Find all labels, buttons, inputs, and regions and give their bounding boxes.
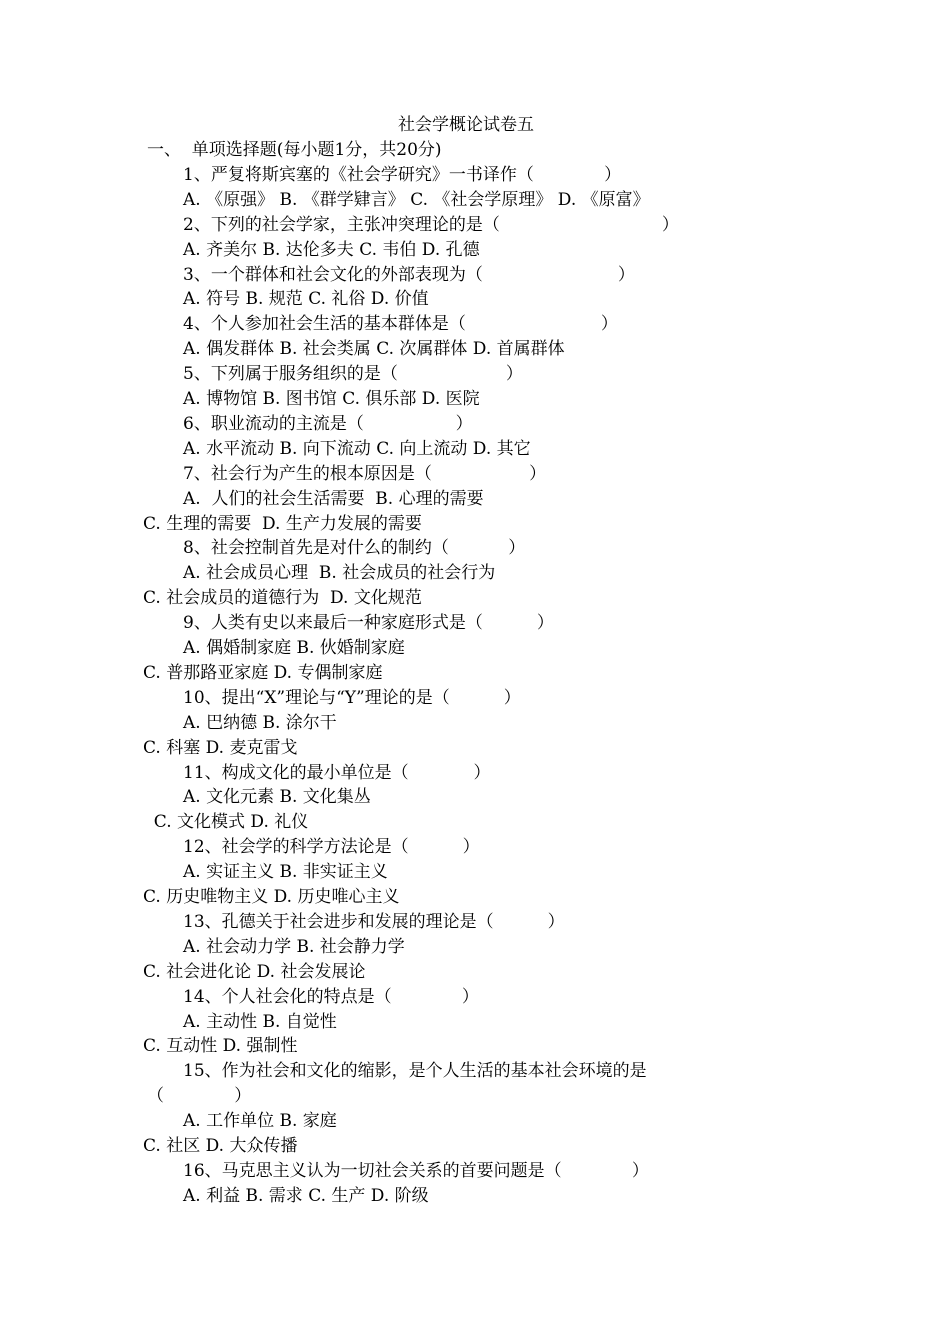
question-options: A. 偶婚制家庭 B. 伙婚制家庭 [183, 638, 405, 658]
question-options: C. 互动性 D. 强制性 [143, 1036, 298, 1056]
question-options: C. 历史唯物主义 D. 历史唯心主义 [143, 887, 400, 907]
page-title: 社会学概论试卷五 [398, 115, 534, 135]
question-stem: 12、社会学的科学方法论是（ ） [183, 837, 480, 857]
question-options: C. 文化模式 D. 礼仪 [143, 812, 309, 832]
question-options: C. 社会进化论 D. 社会发展论 [143, 962, 366, 982]
question-options: A. 《原强》 B. 《群学肄言》 C. 《社会学原理》 D. 《原富》 [183, 190, 650, 210]
question-options: A. 社会动力学 B. 社会静力学 [183, 937, 405, 957]
question-options: A. 主动性 B. 自觉性 [183, 1012, 337, 1032]
question-stem: 8、社会控制首先是对什么的制约（ ） [183, 538, 526, 558]
question-options: A. 实证主义 B. 非实证主义 [183, 862, 388, 882]
question-stem: 5、下列属于服务组织的是（ ） [183, 364, 523, 384]
question-options: A. 人们的社会生活需要 B. 心理的需要 [183, 489, 484, 509]
question-options: C. 社会成员的道德行为 D. 文化规范 [143, 588, 422, 608]
question-stem: 11、构成文化的最小单位是（ ） [183, 763, 491, 783]
section-heading: 一、 单项选择题(每小题1分，共20分) [147, 140, 442, 160]
question-options: A. 博物馆 B. 图书馆 C. 俱乐部 D. 医院 [183, 389, 480, 409]
question-options: C. 科塞 D. 麦克雷戈 [143, 738, 298, 758]
question-stem: 1、严复将斯宾塞的《社会学研究》一书译作（ ） [183, 165, 622, 185]
question-options: C. 生理的需要 D. 生产力发展的需要 [143, 514, 422, 534]
question-stem: 3、一个群体和社会文化的外部表现为（ ） [183, 265, 635, 285]
question-stem-continuation: （ ） [147, 1086, 252, 1106]
question-options: A. 文化元素 B. 文化集丛 [183, 787, 371, 807]
question-options: A. 符号 B. 规范 C. 礼俗 D. 价值 [183, 289, 429, 309]
question-options: C. 普那路亚家庭 D. 专偶制家庭 [143, 663, 383, 683]
question-stem: 2、下列的社会学家，主张冲突理论的是（ ） [183, 215, 679, 235]
question-options: A. 社会成员心理 B. 社会成员的社会行为 [183, 563, 496, 583]
question-options: A. 巴纳德 B. 涂尔干 [183, 713, 337, 733]
question-options: A. 利益 B. 需求 C. 生产 D. 阶级 [183, 1186, 429, 1206]
question-options: A. 工作单位 B. 家庭 [183, 1111, 337, 1131]
question-stem: 15、作为社会和文化的缩影，是个人生活的基本社会环境的是 [183, 1061, 647, 1081]
question-stem: 10、提出“X”理论与“Y”理论的是（ ） [183, 688, 521, 708]
question-options: C. 社区 D. 大众传播 [143, 1136, 298, 1156]
question-stem: 9、人类有史以来最后一种家庭形式是（ ） [183, 613, 554, 633]
question-stem: 14、个人社会化的特点是（ ） [183, 987, 479, 1007]
question-stem: 13、孔德关于社会进步和发展的理论是（ ） [183, 912, 565, 932]
question-options: A. 水平流动 B. 向下流动 C. 向上流动 D. 其它 [183, 439, 531, 459]
question-stem: 16、马克思主义认为一切社会关系的首要问题是（ ） [183, 1161, 649, 1181]
question-options: A. 偶发群体 B. 社会类属 C. 次属群体 D. 首属群体 [183, 339, 565, 359]
question-stem: 7、社会行为产生的根本原因是（ ） [183, 464, 547, 484]
question-stem: 4、个人参加社会生活的基本群体是（ ） [183, 314, 618, 334]
question-options: A. 齐美尔 B. 达伦多夫 C. 韦伯 D. 孔德 [183, 240, 480, 260]
question-stem: 6、职业流动的主流是（ ） [183, 414, 473, 434]
